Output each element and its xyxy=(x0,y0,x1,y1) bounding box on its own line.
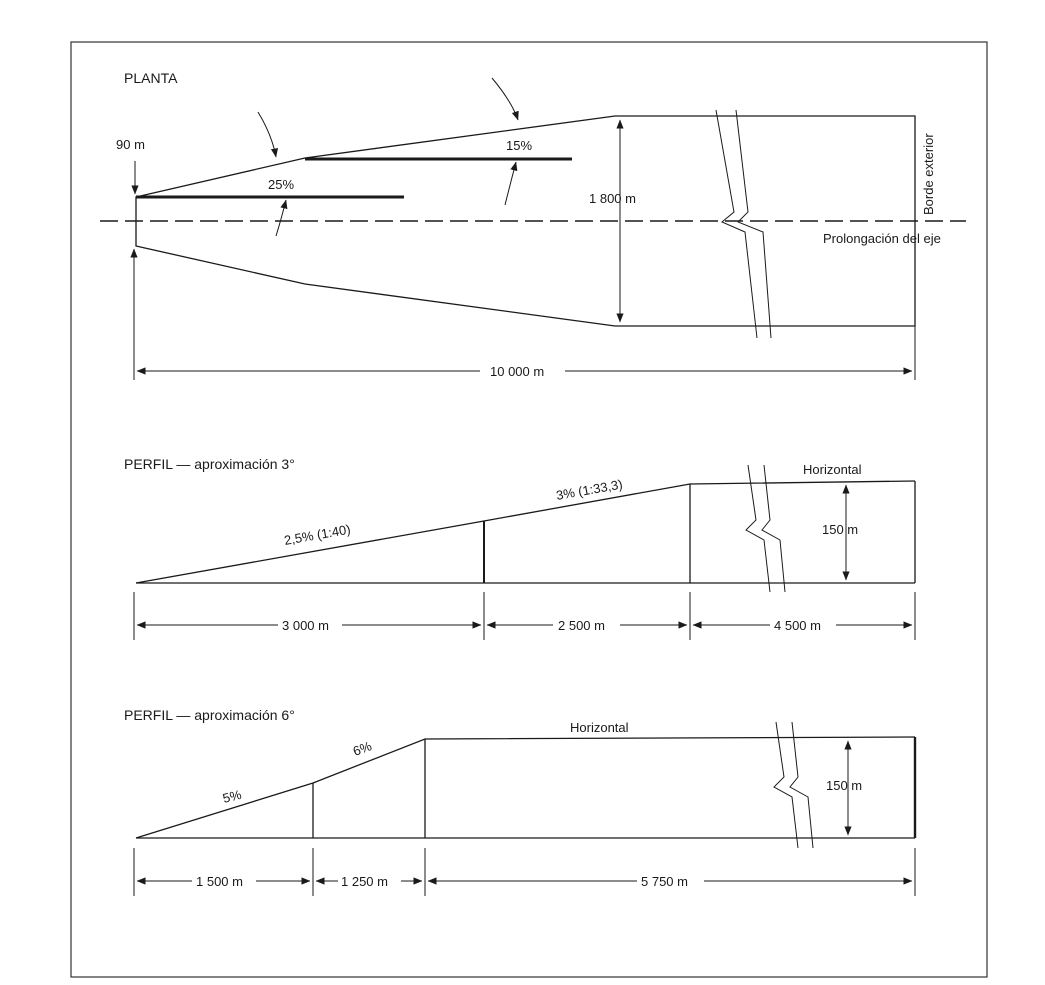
perfil6-section xyxy=(124,707,915,896)
perfil6-horizontal-label: Horizontal xyxy=(570,720,629,735)
planta-pointer-arrow-1 xyxy=(258,112,276,157)
perfil3-profile-line xyxy=(136,481,915,583)
perfil6-height-label: 150 m xyxy=(826,778,863,793)
perfil6-slope1-label: 5% xyxy=(221,786,243,806)
planta-pointer-arrow-4 xyxy=(505,162,516,205)
planta-pointer-arrow-2 xyxy=(492,78,518,120)
planta-width-label: 90 m xyxy=(116,137,145,152)
planta-length-label: 10 000 m xyxy=(490,364,545,379)
planta-title: PLANTA xyxy=(124,70,178,86)
planta-span-label: 1 800 m xyxy=(589,191,636,206)
perfil6-dim2-label: 1 250 m xyxy=(341,874,388,889)
planta-section xyxy=(100,70,966,380)
planta-edge-label: Borde exterior xyxy=(921,133,936,215)
perfil3-dim2-label: 2 500 m xyxy=(558,618,605,633)
perfil6-slope2-label: 6% xyxy=(350,738,374,759)
perfil3-break-mark-right xyxy=(762,465,785,592)
perfil6-profile-line xyxy=(136,737,915,838)
perfil3-dim1-label: 3 000 m xyxy=(282,618,329,633)
perfil3-section xyxy=(124,456,915,640)
planta-axis-label: Prolongación del eje xyxy=(823,231,941,246)
perfil6-dim3-label: 5 750 m xyxy=(641,874,688,889)
planta-pointer-arrow-3 xyxy=(276,200,286,236)
perfil3-dim3-label: 4 500 m xyxy=(774,618,821,633)
perfil6-break-mark-right xyxy=(790,722,813,848)
perfil6-title: PERFIL — aproximación 6° xyxy=(124,707,295,723)
perfil3-slope1-label: 2,5% (1:40) xyxy=(282,521,352,548)
perfil3-horizontal-label: Horizontal xyxy=(803,462,862,477)
figure-frame xyxy=(71,42,987,977)
planta-inner-slope-label: 25% xyxy=(268,177,295,192)
planta-outer-slope-label: 15% xyxy=(506,138,533,153)
perfil3-slope2-label: 3% (1:33,3) xyxy=(554,476,624,503)
perfil3-title: PERFIL — aproximación 3° xyxy=(124,456,295,472)
perfil3-height-label: 150 m xyxy=(822,522,859,537)
perfil6-dim1-label: 1 500 m xyxy=(196,874,243,889)
planta-break-mark-left xyxy=(716,110,757,338)
